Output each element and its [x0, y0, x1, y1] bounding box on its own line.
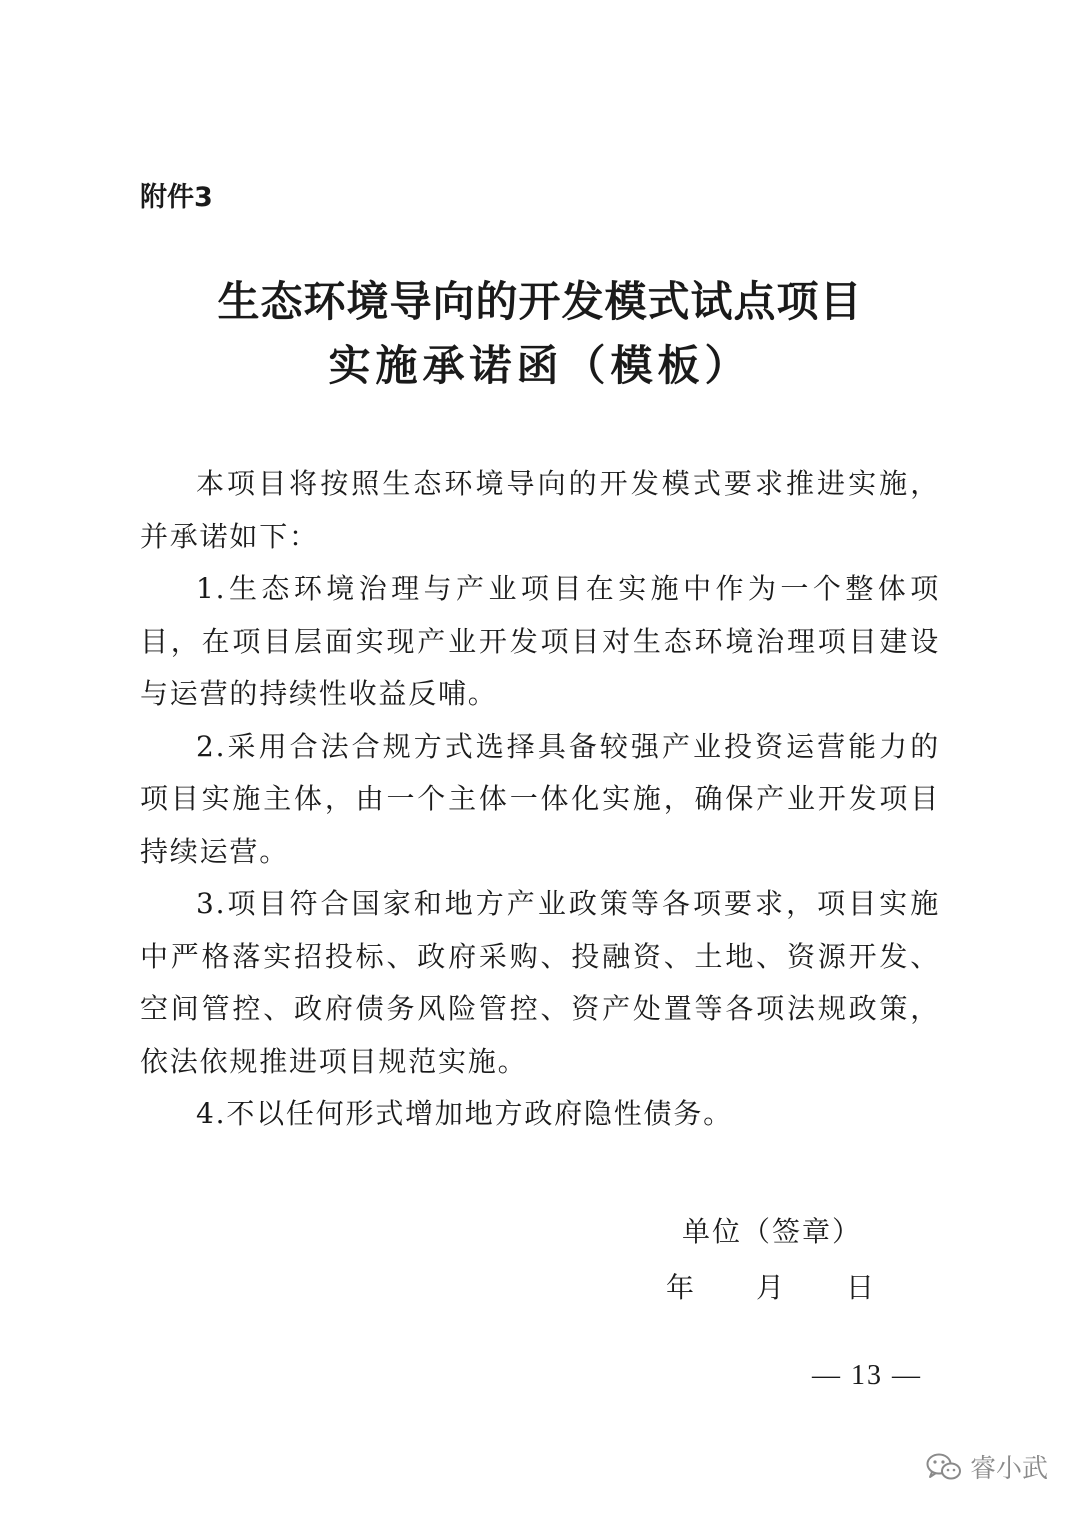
commitment-item-2: 2.采用合法合规方式选择具备较强产业投资运营能力的项目实施主体，由一个主体一体化实施，确保产业开发项目持续运营。 [140, 729, 940, 868]
commitment-item-4: 4.不以任何形式增加地方政府隐性债务。 [196, 1097, 733, 1130]
date-day-label: 日 [846, 1271, 875, 1304]
watermark [926, 1448, 1048, 1485]
wechat-icon [926, 1452, 962, 1482]
title-line-1: 生态环境导向的开发模式试点项目 [217, 277, 863, 326]
signature-date [666, 1268, 874, 1308]
signature-unit-label: 单位（签章） [682, 1215, 863, 1248]
commitment-item-3: 3.项目符合国家和地方产业政策等各项要求，项目实施中严格落实招投标、政府采购、投融资、土地、资源开发、空间管控、政府债务风险管控、资产处置等各项法规政策，依法依规推进项目规范实施。 [140, 887, 940, 1078]
commitment-item-1: 1.生态环境治理与产业项目在实施中作为一个整体项目，在项目层面实现产业开发项目对生态环境治理项目建设与运营的持续性收益反哺。 [140, 572, 940, 710]
document-body [140, 458, 940, 1141]
attachment-label: 附件3 [140, 182, 213, 213]
page-number: — 13 — [812, 1360, 922, 1391]
intro-paragraph: 本项目将按照生态环境导向的开发模式要求推进实施，并承诺如下： [140, 467, 940, 553]
date-year-label: 年 [666, 1271, 695, 1304]
date-month-label: 月 [756, 1271, 785, 1304]
title-line-2: 实施承诺函（模板） [328, 341, 752, 390]
document-title [0, 272, 1080, 396]
watermark-text: 睿小武 [970, 1454, 1049, 1484]
